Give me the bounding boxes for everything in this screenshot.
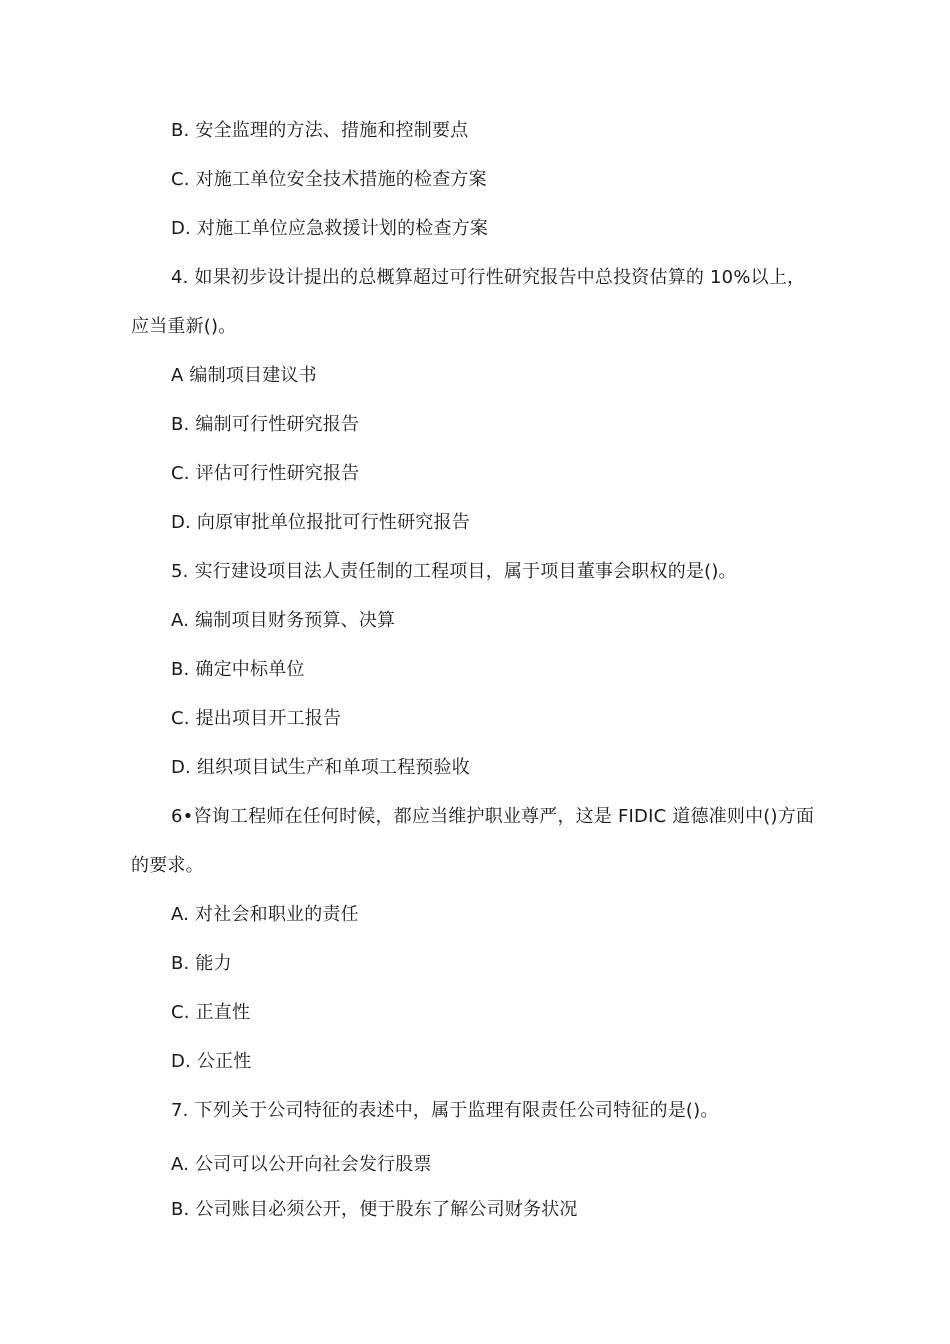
question-4-line-2: 应当重新()。 <box>131 316 237 337</box>
option-d-q3: D. 对施工单位应急救援计划的检查方案 <box>171 218 489 239</box>
option-b-q3: B. 安全监理的方法、措施和控制要点 <box>171 120 469 141</box>
option-c-q6: C. 正直性 <box>171 1002 251 1023</box>
option-b-q5: B. 确定中标单位 <box>171 659 305 680</box>
option-c-q3: C. 对施工单位安全技术措施的检查方案 <box>171 169 487 190</box>
option-a-q5: A. 编制项目财务预算、决算 <box>171 610 396 631</box>
option-d-q6: D. 公正性 <box>171 1051 252 1072</box>
option-b-q6: B. 能力 <box>171 953 232 974</box>
question-5: 5. 实行建设项目法人责任制的工程项目，属于项目董事会职权的是()。 <box>171 561 737 582</box>
option-a-q7: A. 公司可以公开向社会发行股票 <box>171 1154 432 1175</box>
option-b-q4: B. 编制可行性研究报告 <box>171 414 360 435</box>
question-6-line-2: 的要求。 <box>131 855 204 876</box>
question-6-line-1: 6•咨询工程师在任何时候，都应当维护职业尊严，这是 FIDIC 道德准则中()方面 <box>171 806 815 827</box>
option-a-q4: A 编制项目建议书 <box>171 365 317 386</box>
option-a-q6: A. 对社会和职业的责任 <box>171 904 359 925</box>
option-c-q5: C. 提出项目开工报告 <box>171 708 342 729</box>
option-d-q5: D. 组织项目试生产和单项工程预验收 <box>171 757 470 778</box>
question-7: 7. 下列关于公司特征的表述中，属于监理有限责任公司特征的是()。 <box>171 1100 719 1121</box>
option-b-q7: B. 公司账目必须公开，便于股东了解公司财务状况 <box>171 1199 578 1220</box>
question-4-line-1: 4. 如果初步设计提出的总概算超过可行性研究报告中总投资估算的 10%以上， <box>171 267 806 288</box>
option-d-q4: D. 向原审批单位报批可行性研究报告 <box>171 512 470 533</box>
option-c-q4: C. 评估可行性研究报告 <box>171 463 360 484</box>
